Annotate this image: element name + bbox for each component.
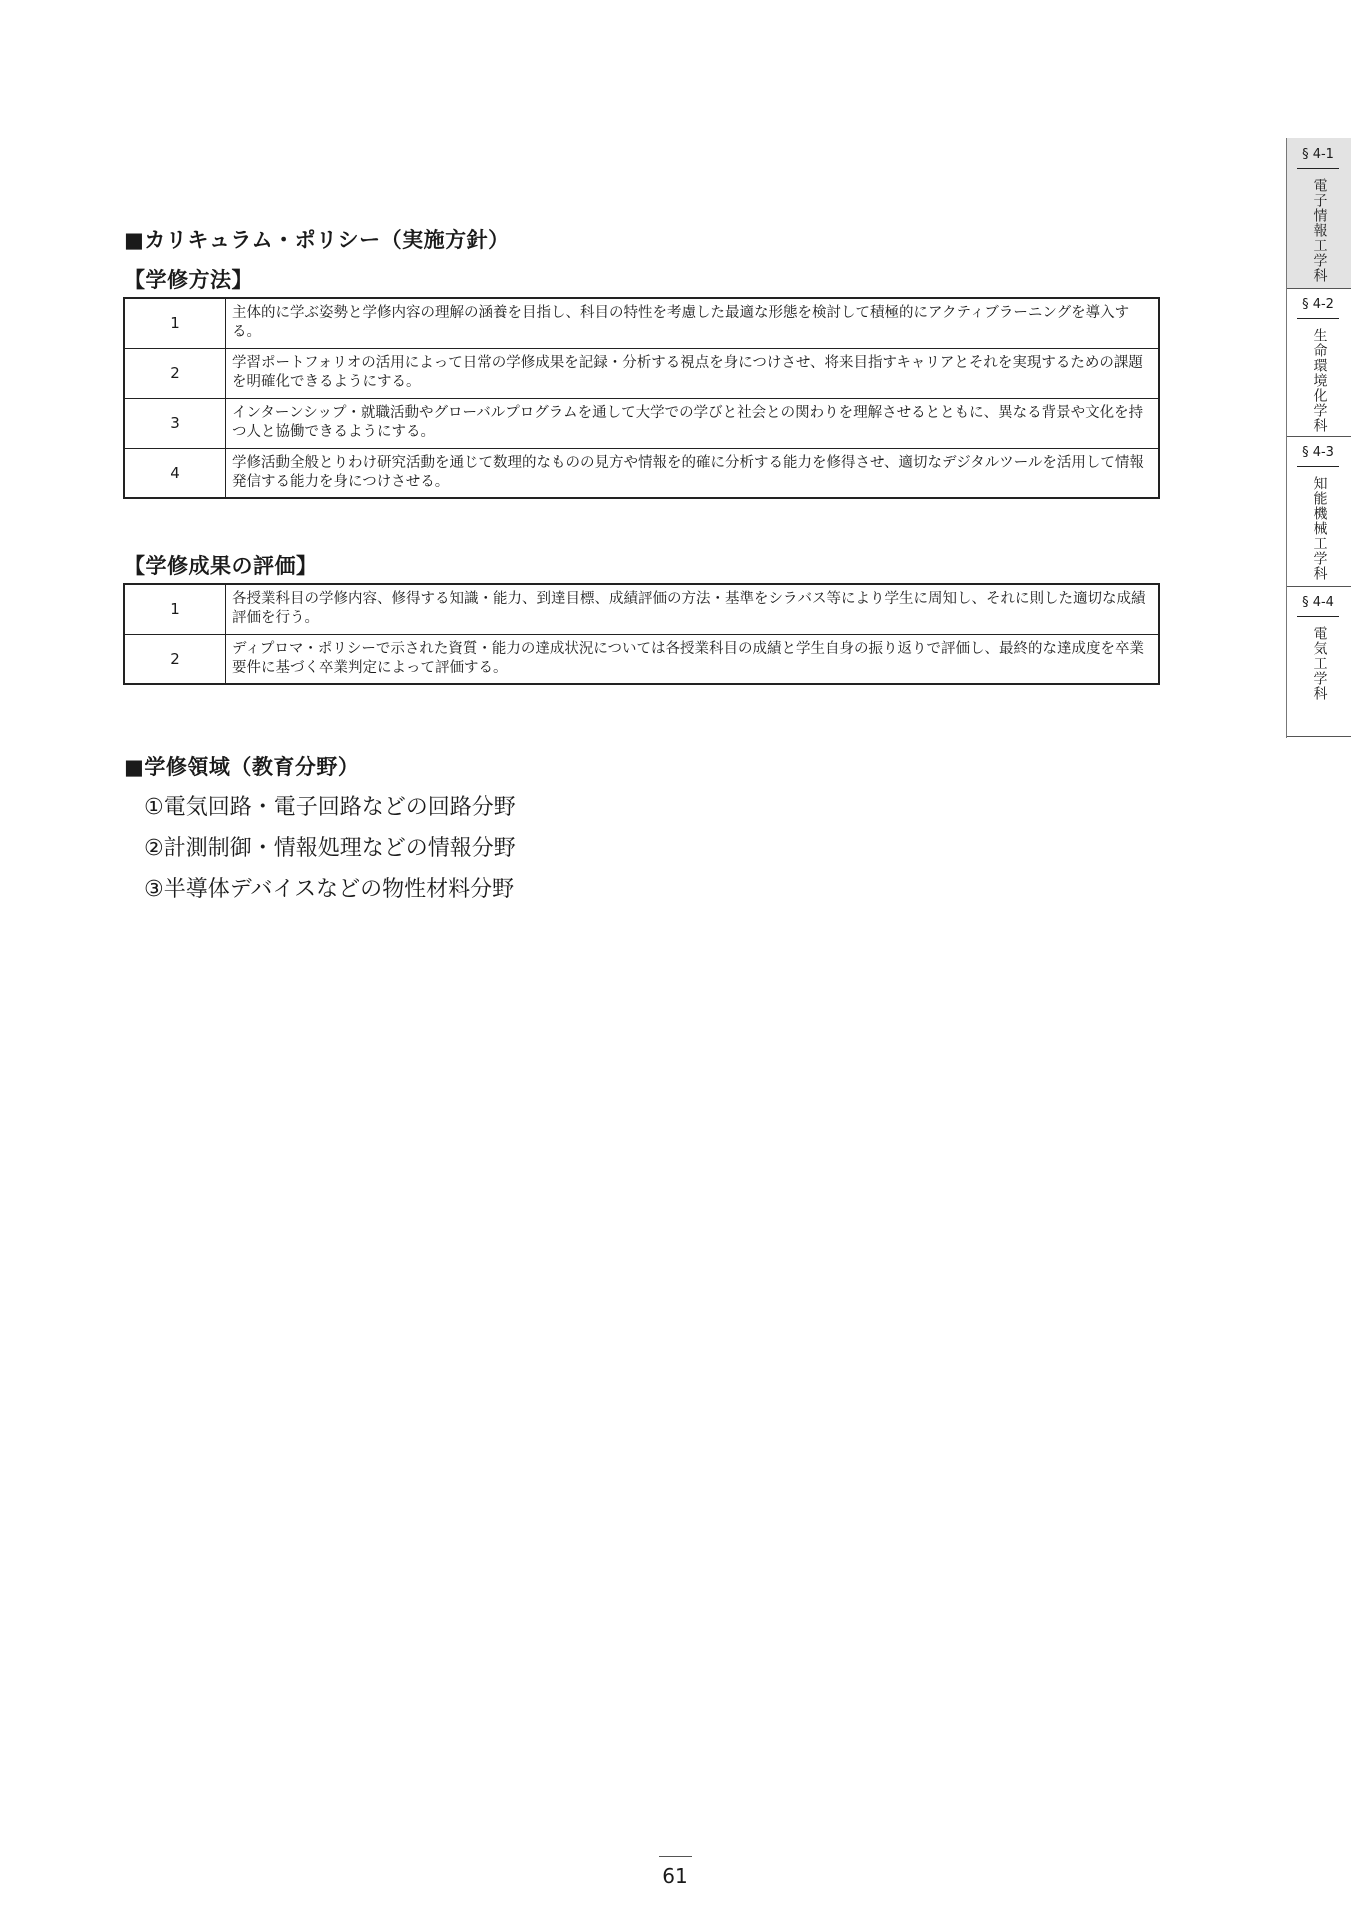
side-tab-4-3[interactable] bbox=[1287, 436, 1351, 587]
divider bbox=[1297, 466, 1339, 467]
row-text: 各授業科目の学修内容、修得する知識・能力、到達目標、成績評価の方法・基準をシラバス等により学生に周知し、それに則した適切な成績評価を行う。 bbox=[226, 584, 1160, 634]
row-number: 1 bbox=[124, 584, 226, 634]
row-text: ディプロマ・ポリシーで示された資質・能力の達成状況については各授業科目の成績と学生自身の振り返りで評価し、最終的な達成度を卒業要件に基づく卒業判定によって評価する。 bbox=[226, 634, 1160, 684]
side-tab-section: § 4-1 bbox=[1302, 147, 1334, 162]
page-number-rule bbox=[659, 1856, 692, 1857]
row-number: 2 bbox=[124, 634, 226, 684]
table-row bbox=[124, 584, 1159, 634]
list-item: ③半導体デバイスなどの物性材料分野 bbox=[144, 877, 515, 902]
section-side-tabs bbox=[1286, 138, 1351, 738]
side-tab-4-4[interactable] bbox=[1287, 586, 1351, 737]
list-item: ②計測制御・情報処理などの情報分野 bbox=[144, 836, 516, 861]
table-row bbox=[124, 448, 1159, 498]
table-row bbox=[124, 398, 1159, 448]
row-text: 学修活動全般とりわけ研究活動を通じて数理的なものの見方や情報を的確に分析する能力を修得させ、適切なデジタルツールを活用して情報発信する能力を身につけさせる。 bbox=[226, 448, 1160, 498]
row-number: 3 bbox=[124, 398, 226, 448]
side-tab-name: 生命環境化学科 bbox=[1311, 328, 1328, 433]
study-fields-heading: ■学修領域（教育分野） bbox=[124, 755, 360, 779]
row-text: 学習ポートフォリオの活用によって日常の学修成果を記録・分析する視点を身につけさせ、将来目指すキャリアとそれを実現するための課題を明確化できるようにする。 bbox=[226, 348, 1160, 398]
evaluation-heading: 【学修成果の評価】 bbox=[124, 554, 318, 578]
list-item: ①電気回路・電子回路などの回路分野 bbox=[144, 795, 516, 820]
row-number: 4 bbox=[124, 448, 226, 498]
divider bbox=[1297, 168, 1339, 169]
evaluation-table bbox=[123, 583, 1160, 685]
table-row bbox=[124, 634, 1159, 684]
study-method-table bbox=[123, 297, 1160, 499]
study-method-heading: 【学修方法】 bbox=[124, 268, 253, 292]
side-tab-section: § 4-3 bbox=[1302, 445, 1334, 460]
table-row bbox=[124, 348, 1159, 398]
divider bbox=[1297, 318, 1339, 319]
side-tab-section: § 4-4 bbox=[1302, 595, 1334, 610]
side-tab-name: 電気工学科 bbox=[1311, 626, 1328, 701]
side-tab-4-2[interactable] bbox=[1287, 288, 1351, 437]
side-tab-section: § 4-2 bbox=[1302, 297, 1334, 312]
divider bbox=[1297, 616, 1339, 617]
curriculum-policy-heading: ■カリキュラム・ポリシー（実施方針） bbox=[124, 228, 510, 252]
row-number: 2 bbox=[124, 348, 226, 398]
page-number: 61 bbox=[662, 1864, 688, 1888]
row-text: 主体的に学ぶ姿勢と学修内容の理解の涵養を目指し、科目の特性を考慮した最適な形態を検討して積極的にアクティブラーニングを導入する。 bbox=[226, 298, 1160, 348]
row-number: 1 bbox=[124, 298, 226, 348]
table-row bbox=[124, 298, 1159, 348]
side-tab-4-1[interactable] bbox=[1287, 138, 1351, 289]
side-tab-name: 電子情報工学科 bbox=[1311, 178, 1328, 283]
side-tab-name: 知能機械工学科 bbox=[1311, 476, 1328, 581]
row-text: インターンシップ・就職活動やグローバルプログラムを通して大学での学びと社会との関わりを理解させるとともに、異なる背景や文化を持つ人と協働できるようにする。 bbox=[226, 398, 1160, 448]
